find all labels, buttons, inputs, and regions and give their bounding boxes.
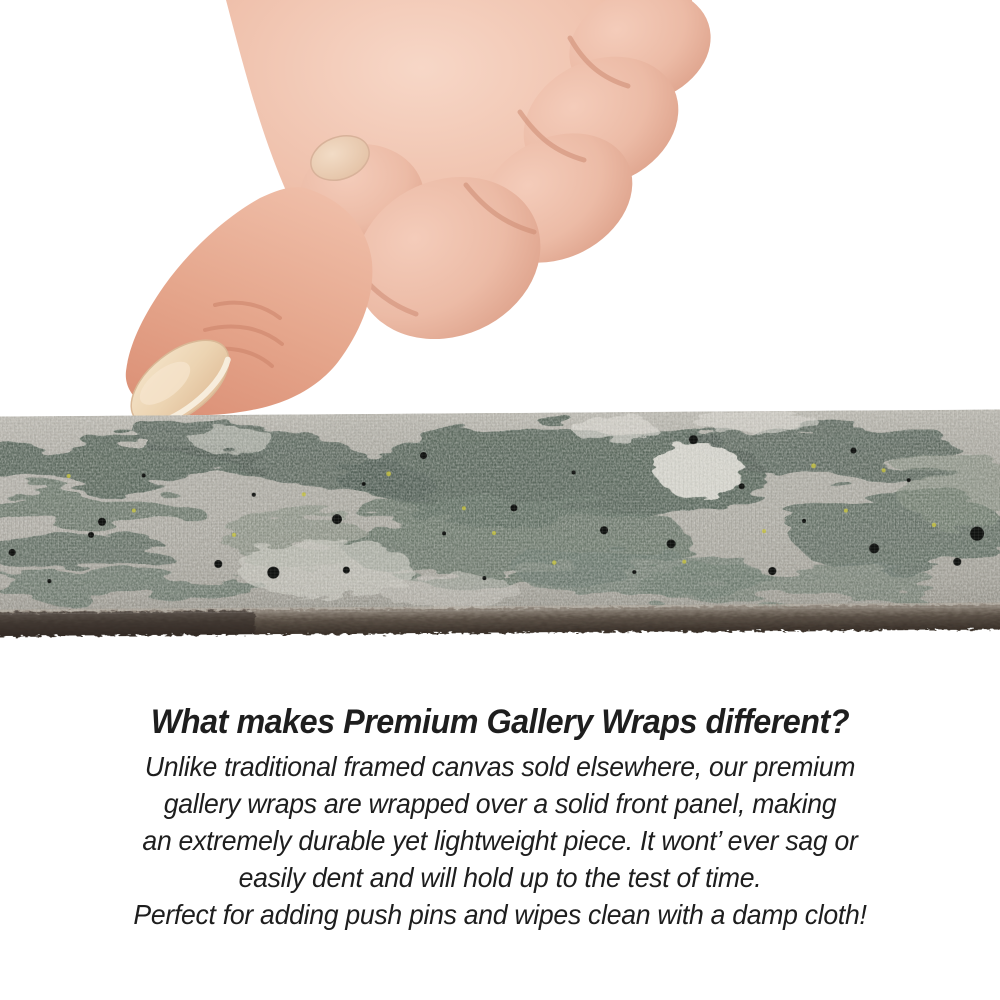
canvas-edge-photo	[0, 409, 1000, 640]
body-line-3: an extremely durable yet lightweight piece. It wont’ ever sag or	[142, 825, 858, 856]
body-line-5: Perfect for adding push pins and wipes clean with a damp cloth!	[133, 899, 867, 930]
body-line-4: easily dent and will hold up to the test of time.	[238, 862, 762, 893]
canvas-texture	[0, 409, 1000, 640]
hand-photo	[0, 0, 1000, 420]
marketing-copy	[25, 702, 975, 933]
body-line-1: Unlike traditional framed canvas sold elsewhere, our premium	[144, 751, 856, 782]
hand-illustration	[0, 0, 1000, 420]
headline: What makes Premium Gallery Wraps different?	[150, 703, 850, 741]
body-line-2: gallery wraps are wrapped over a solid front panel, making	[163, 788, 837, 819]
